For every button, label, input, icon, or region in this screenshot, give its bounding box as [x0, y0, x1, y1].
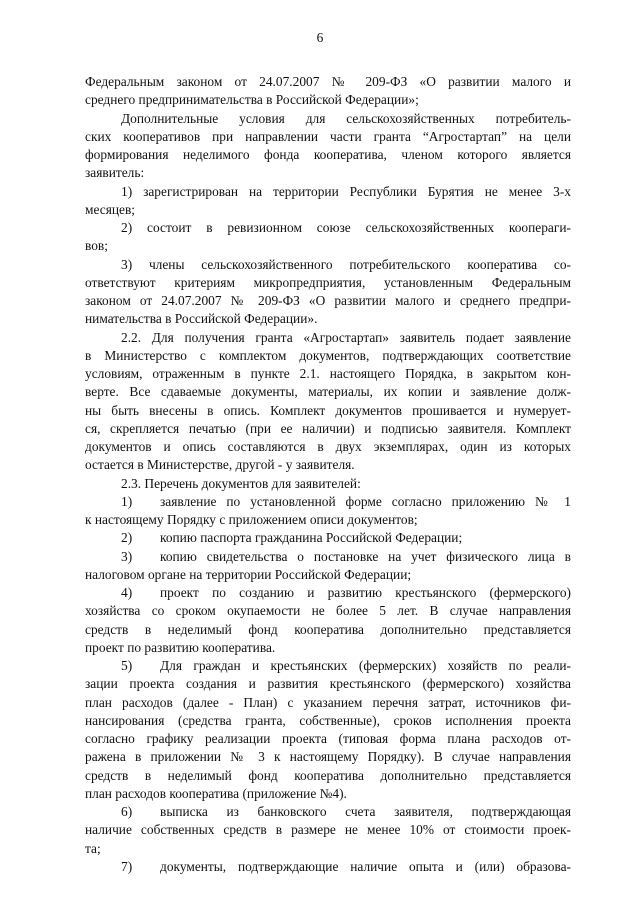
list-number: 2)	[121, 530, 133, 545]
text-line: хозяйства со сроком окупаемости не более 5 лет. В случае направления	[85, 603, 571, 618]
text-line: проект по развитию кооператива.	[85, 640, 276, 655]
text-line: 3) члены сельскохозяйственного потребительского кооператива со-	[121, 257, 571, 272]
list-item-text: копию паспорта гражданина Российской Федерации;	[160, 530, 463, 545]
text-line: наличие собственных средств в размере не менее 10% от стоимости проек-	[85, 822, 571, 837]
text-line: согласно графику реализации проекта (типовая форма плана расходов от-	[85, 731, 571, 746]
text-line: к настоящему Порядку с приложением описи документов;	[85, 512, 418, 527]
list-number: 6)	[121, 804, 133, 819]
text-line: ских кооперативов при направлении части гранта “Агростартап” на цели	[85, 129, 571, 144]
text-line: 1) зарегистрирован на территории Республики Бурятия не менее 3-х	[121, 184, 571, 199]
text-line: формирования неделимого фонда кооператива, членом которого является	[85, 147, 571, 162]
text-line: заявитель:	[85, 165, 145, 180]
text-line: ны быть внесены в опись. Комплект документов прошивается и нумерует-	[85, 403, 571, 418]
text-line: ражена в приложении № 3 к настоящему Порядку). В случае направления	[85, 749, 571, 764]
text-line: 2.3. Перечень документов для заявителей:	[121, 476, 361, 491]
text-line: законом от 24.07.2007 № 209-ФЗ «О развитии малого и среднего предпри-	[85, 293, 571, 308]
text-line: вов;	[85, 238, 108, 253]
text-line: нимательства в Российской Федерации».	[85, 311, 318, 326]
text-line: зации проекта создания и развития крестьянского (фермерского) хозяйства	[85, 676, 571, 691]
list-item-text: выписка из банковского счета заявителя, подтверждающая	[160, 804, 571, 819]
text-line: налоговом органе на территории Российской Федерации;	[85, 567, 412, 582]
text-line: нансирования (средства гранта, собственные), сроков исполнения проекта	[85, 713, 571, 728]
page-number: 6	[316, 30, 324, 45]
list-item-text: копию свидетельства о постановке на учет физического лица в	[160, 549, 571, 564]
text-line: верте. Все сдаваемые документы, материалы, их копии и заявление долж-	[85, 384, 571, 399]
text-line: в Министерство с комплектом документов, подтверждающих соответствие	[85, 348, 571, 363]
text-line: 2.2. Для получения гранта «Агростартап» заявитель подает заявление	[121, 330, 571, 345]
text-line: месяцев;	[85, 202, 136, 217]
list-item-text: документы, подтверждающие наличие опыта и (или) образова-	[160, 859, 571, 874]
text-line: условиям, отраженным в пункте 2.1. настоящего Порядка, в закрытом кон-	[85, 366, 571, 381]
text-line: 2) состоит в ревизионном союзе сельскохозяйственных коопераги-	[121, 220, 571, 235]
list-number: 7)	[121, 859, 133, 874]
list-number: 5)	[121, 658, 133, 673]
text-line: Дополнительные условия для сельскохозяйственных потребитель-	[121, 111, 571, 126]
text-line: документов и опись составляются в двух экземплярах, один из которых	[85, 439, 571, 454]
text-line: среднего предпринимательства в Российской Федерации»;	[85, 92, 419, 107]
text-line: план расходов кооператива (приложение №4).	[85, 786, 347, 801]
text-line: ся, скрепляется печатью (при ее наличии) и подписью заявителя. Комплект	[85, 421, 571, 436]
list-item-text: заявление по установленной форме согласно приложению № 1	[160, 494, 571, 509]
text-line: остается в Министерстве, другой - у заявителя.	[85, 457, 355, 472]
text-line: Федеральным законом от 24.07.2007 № 209-ФЗ «О развитии малого и	[85, 74, 571, 89]
text-line: та;	[85, 841, 101, 856]
list-item-text: Для граждан и крестьянских (фермерских) хозяйств по реали-	[160, 658, 571, 673]
list-number: 3)	[121, 549, 133, 564]
list-number: 1)	[121, 494, 133, 509]
text-line: план расходов (далее - План) с указанием перечня затрат, источников фи-	[85, 695, 571, 710]
text-line: средств в неделимый фонд кооператива дополнительно представляется	[85, 768, 571, 783]
text-line: ответствуют критериям микропредприятия, установленным Федеральным	[85, 275, 571, 290]
text-line: средств в неделимый фонд кооператива дополнительно представляется	[85, 622, 571, 637]
list-item-text: проект по созданию и развитию крестьянского (фермерского)	[160, 585, 571, 600]
list-number: 4)	[121, 585, 133, 600]
